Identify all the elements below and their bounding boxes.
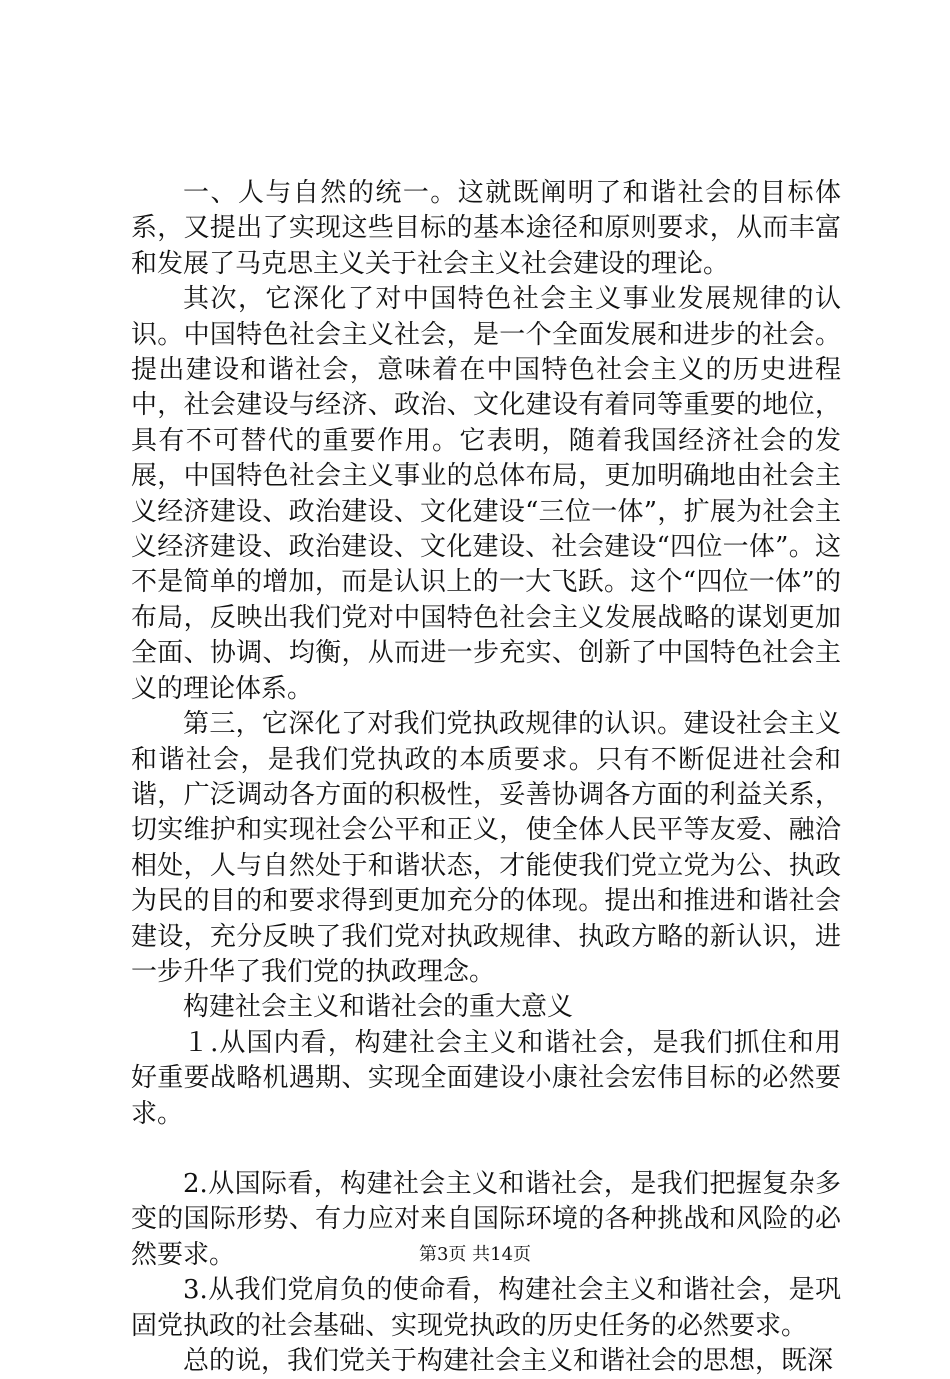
paragraph-unity: 一、人与自然的统一。这就既阐明了和谐社会的目标体系，又提出了实现这些目标的基本途径和原则要求，从而丰富和发展了马克思主义关于社会主义社会建设的理论。 [131, 178, 841, 279]
paragraph-summary: 总的说，我们党关于构建社会主义和谐社会的思想，既深 [183, 1346, 834, 1376]
paragraph-point-1: １.从国内看，构建社会主义和谐社会，是我们抓住和用好重要战略机遇期、实现全面建设小康社会宏伟目标的必然要求。 [131, 1027, 841, 1129]
paragraph-thirdly: 第三，它深化了对我们党执政规律的认识。建设社会主义和谐社会，是我们党执政的本质要求。只有不断促进社会和谐，广泛调动各方面的积极性，妥善协调各方面的利益关系，切实维护和实现社会公平和正义，使全体人民平等友爱、融洽相处，人与自然处于和谐状态，才能使我们党立党为公、执政为民的目的和要求得到更加充分的体现。提出和推进和谐社会建设，充分反映了我们党对执政规律、执政方略的新认识，进一步升华了我们党的执政理念。 [131, 709, 841, 987]
paragraph-secondly: 其次，它深化了对中国特色社会主义事业发展规律的认识。中国特色社会主义社会，是一个全面发展和进步的社会。提出建设和谐社会，意味着在中国特色社会主义的历史进程中，社会建设与经济、政治、文化建设有着同等重要的地位，具有不可替代的重要作用。它表明，随着我国经济社会的发展，中国特色社会主义事业的总体布局，更加明确地由社会主义经济建设、政治建设、文化建设“三位一体”，扩展为社会主义经济建设、政治建设、文化建设、社会建设“四位一体”。这不是简单的增加，而是认识上的一大飞跃。这个“四位一体”的布局，反映出我们党对中国特色社会主义发展战略的谋划更加全面、协调、均衡，从而进一步充实、创新了中国特色社会主义的理论体系。 [131, 284, 841, 704]
paragraph-point-3: 3.从我们党肩负的使命看，构建社会主义和谐社会，是巩固党执政的社会基础、实现党执政的历史任务的必然要求。 [131, 1275, 841, 1341]
page-footer [0, 1244, 950, 1266]
paragraph-point-2: 2.从国际看，构建社会主义和谐社会，是我们把握复杂多变的国际形势、有力应对来自国际环境的各种挑战和风险的必然要求。 [131, 1168, 841, 1270]
document-body [131, 176, 841, 1379]
section-heading: 构建社会主义和谐社会的重大意义 [183, 992, 574, 1023]
page-number-label: 第3页 共14页 [418, 1244, 532, 1265]
